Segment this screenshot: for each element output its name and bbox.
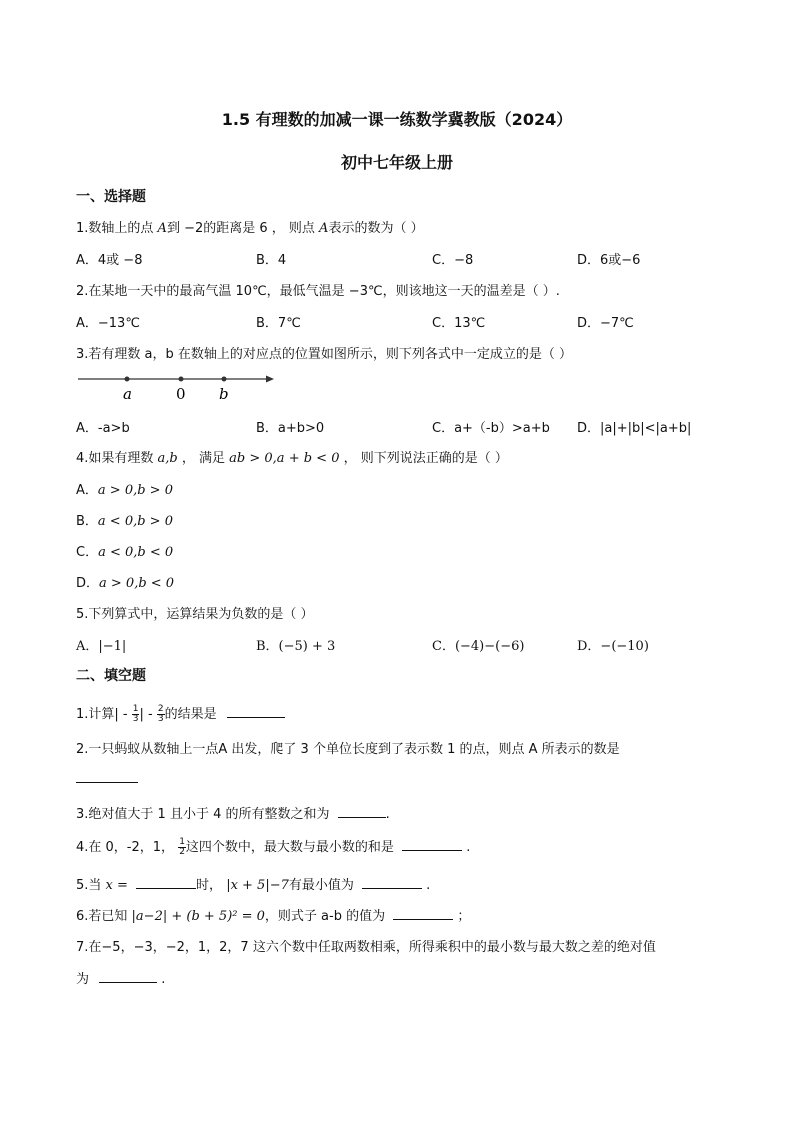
question-5: 5.下列算式中，运算结果为负数的是（ ） xyxy=(76,607,314,622)
q4-text-1: 4.如果有理数 xyxy=(76,451,158,466)
q4-text-3: ， 则下列说法正确的是（ ） xyxy=(339,451,508,466)
q5-option-c[interactable]: C．(−4)−(−6) xyxy=(432,639,525,654)
fraction-numerator: 1 xyxy=(179,837,185,847)
q2-option-c[interactable]: C．13℃ xyxy=(432,316,486,331)
fill-question-5 xyxy=(76,874,430,893)
fq6-text-1: 6.若已知 xyxy=(76,909,132,924)
q2-option-b[interactable]: B．7℃ xyxy=(256,316,301,331)
question-4 xyxy=(76,447,508,466)
fill-question-4 xyxy=(76,836,470,857)
fq3-text-2: . xyxy=(385,807,390,822)
fq7-text-3: . xyxy=(161,972,166,987)
q4-text-2: ， 满足 xyxy=(177,451,230,466)
question-1 xyxy=(76,217,424,236)
label-zero: 0 xyxy=(176,385,186,403)
q3-option-a[interactable]: A．-a>b xyxy=(76,421,130,436)
q3-option-d[interactable]: D．|a|+|b|<|a+b| xyxy=(577,421,692,436)
q1-text-1: 1.数轴上的点 xyxy=(76,221,158,236)
fraction-denominator: 2 xyxy=(179,847,185,857)
q1-option-a[interactable]: A．4或 −8 xyxy=(76,253,143,268)
fill-question-2: 2.一只蚂蚁从数轴上一点A 出发，爬了 3 个单位长度到了表示数 1 的点，则点 A 所表示的数是 xyxy=(76,742,620,757)
q1-option-b[interactable]: B．4 xyxy=(256,253,287,268)
q1-option-d[interactable]: D．6或−6 xyxy=(577,253,641,268)
q3-option-b[interactable]: B．a+b>0 xyxy=(256,421,325,436)
answer-blank[interactable] xyxy=(402,836,462,851)
fq6-text-3: ； xyxy=(457,909,471,924)
q1-option-c[interactable]: C．−8 xyxy=(432,253,474,268)
fq3-text-1: 3.绝对值大于 1 且小于 4 的所有整数之和为 xyxy=(76,807,330,822)
fq5-x: x = xyxy=(105,878,128,893)
fq5-text-4: . xyxy=(426,878,431,893)
point-zero xyxy=(179,377,184,382)
q5-option-b[interactable]: B．(−5) + 3 xyxy=(256,639,336,654)
fraction-two-thirds xyxy=(157,705,165,724)
label-a: a xyxy=(123,385,132,403)
q4-option-b-label: B． xyxy=(76,514,98,529)
q4-option-c-math: a < 0,b < 0 xyxy=(98,545,174,560)
answer-blank[interactable] xyxy=(338,803,386,818)
fill-question-7-cont xyxy=(76,968,165,987)
q1-text-2: 到 −2的距离是 6 ， 则点 xyxy=(166,221,320,236)
answer-blank[interactable] xyxy=(76,768,138,783)
q4-option-a-math: a > 0,b > 0 xyxy=(97,483,173,498)
q4-vars: a,b xyxy=(157,451,178,466)
fill-question-6 xyxy=(76,905,470,924)
question-2: 2.在某地一天中的最高气温 10℃，最低气温是 −3℃，则该地这一天的温差是（ ）. xyxy=(76,284,560,299)
question-3: 3.若有理数 a，b 在数轴上的对应点的位置如图所示，则下列各式中一定成立的是（ ） xyxy=(76,347,573,362)
q1-var-a2: A xyxy=(319,221,329,236)
fraction-numerator: 2 xyxy=(157,704,164,714)
fq5-text-1: 5.当 xyxy=(76,878,106,893)
fraction-numerator: 1 xyxy=(132,704,139,714)
q4-condition: ab > 0,a + b < 0 xyxy=(229,451,340,466)
fq4-text-1: 4.在 0，-2，1， xyxy=(76,840,179,855)
q4-option-d-label: D． xyxy=(76,576,100,591)
section-heading-fill: 二、填空题 xyxy=(76,668,146,684)
fill-question-1 xyxy=(76,703,285,724)
q5-option-d[interactable]: D．−(−10) xyxy=(577,639,649,654)
section-heading-choice: 一、选择题 xyxy=(76,189,146,205)
q1-text-3: 表示的数为（ ） xyxy=(328,221,424,236)
q4-option-b-math: a < 0,b > 0 xyxy=(97,514,173,529)
label-b: b xyxy=(219,385,229,403)
q4-option-d-math: a > 0,b < 0 xyxy=(99,576,175,591)
fq6-expression: |a−2| + (b + 5)² = 0 xyxy=(131,909,265,924)
number-line-arrow-icon xyxy=(266,376,274,383)
fq6-text-2: ，则式子 a-b 的值为 xyxy=(264,909,386,924)
fq4-text-3: . xyxy=(466,840,471,855)
fq4-text-2: 这四个数中，最大数与最小数的和是 xyxy=(185,840,394,855)
answer-blank[interactable] xyxy=(136,874,196,889)
q4-option-c-label: C． xyxy=(76,545,99,560)
fill-question-2-blank-line xyxy=(76,768,138,787)
fq5-text-2: 时， xyxy=(196,878,227,893)
number-line-figure xyxy=(76,370,286,404)
point-b xyxy=(222,377,227,382)
answer-blank[interactable] xyxy=(362,874,422,889)
fq1-text-3: 的结果是 xyxy=(164,707,217,722)
answer-blank[interactable] xyxy=(99,968,157,983)
q3-option-c[interactable]: C．a+（-b）>a+b xyxy=(432,421,550,436)
q5-option-a[interactable]: A．|−1| xyxy=(76,639,127,654)
q2-option-a[interactable]: A．−13℃ xyxy=(76,316,140,331)
q1-var-a: A xyxy=(157,221,167,236)
q4-option-a[interactable] xyxy=(76,479,173,498)
page-title: 1.5 有理数的加减一课一练数学冀教版（2024） xyxy=(221,110,573,129)
fq7-text-2: 为 xyxy=(76,972,90,987)
q4-option-a-label: A． xyxy=(76,483,98,498)
answer-blank[interactable] xyxy=(227,703,285,718)
q4-option-b[interactable] xyxy=(76,510,173,529)
q4-option-c[interactable] xyxy=(76,541,173,560)
q2-option-d[interactable]: D．−7℃ xyxy=(577,316,634,331)
fraction-denominator: 3 xyxy=(132,714,139,724)
answer-blank[interactable] xyxy=(393,905,453,920)
fq1-text-2: | - xyxy=(139,707,157,722)
fq5-text-3: 有最小值为 xyxy=(288,878,354,893)
fq1-text-1: 1.计算| - xyxy=(76,707,132,722)
fill-question-3 xyxy=(76,803,390,822)
fq5-expression: |x + 5|−7 xyxy=(226,878,289,893)
page-subtitle: 初中七年级上册 xyxy=(340,153,453,172)
fraction-denominator: 3 xyxy=(157,714,164,724)
fraction-one-half xyxy=(178,838,186,857)
point-a xyxy=(125,377,130,382)
q4-option-d[interactable] xyxy=(76,572,174,591)
fill-question-7: 7.在−5，−3，−2，1，2，7 这六个数中任取两数相乘，所得乘积中的最小数与最大数之差的绝对值 xyxy=(76,940,656,955)
